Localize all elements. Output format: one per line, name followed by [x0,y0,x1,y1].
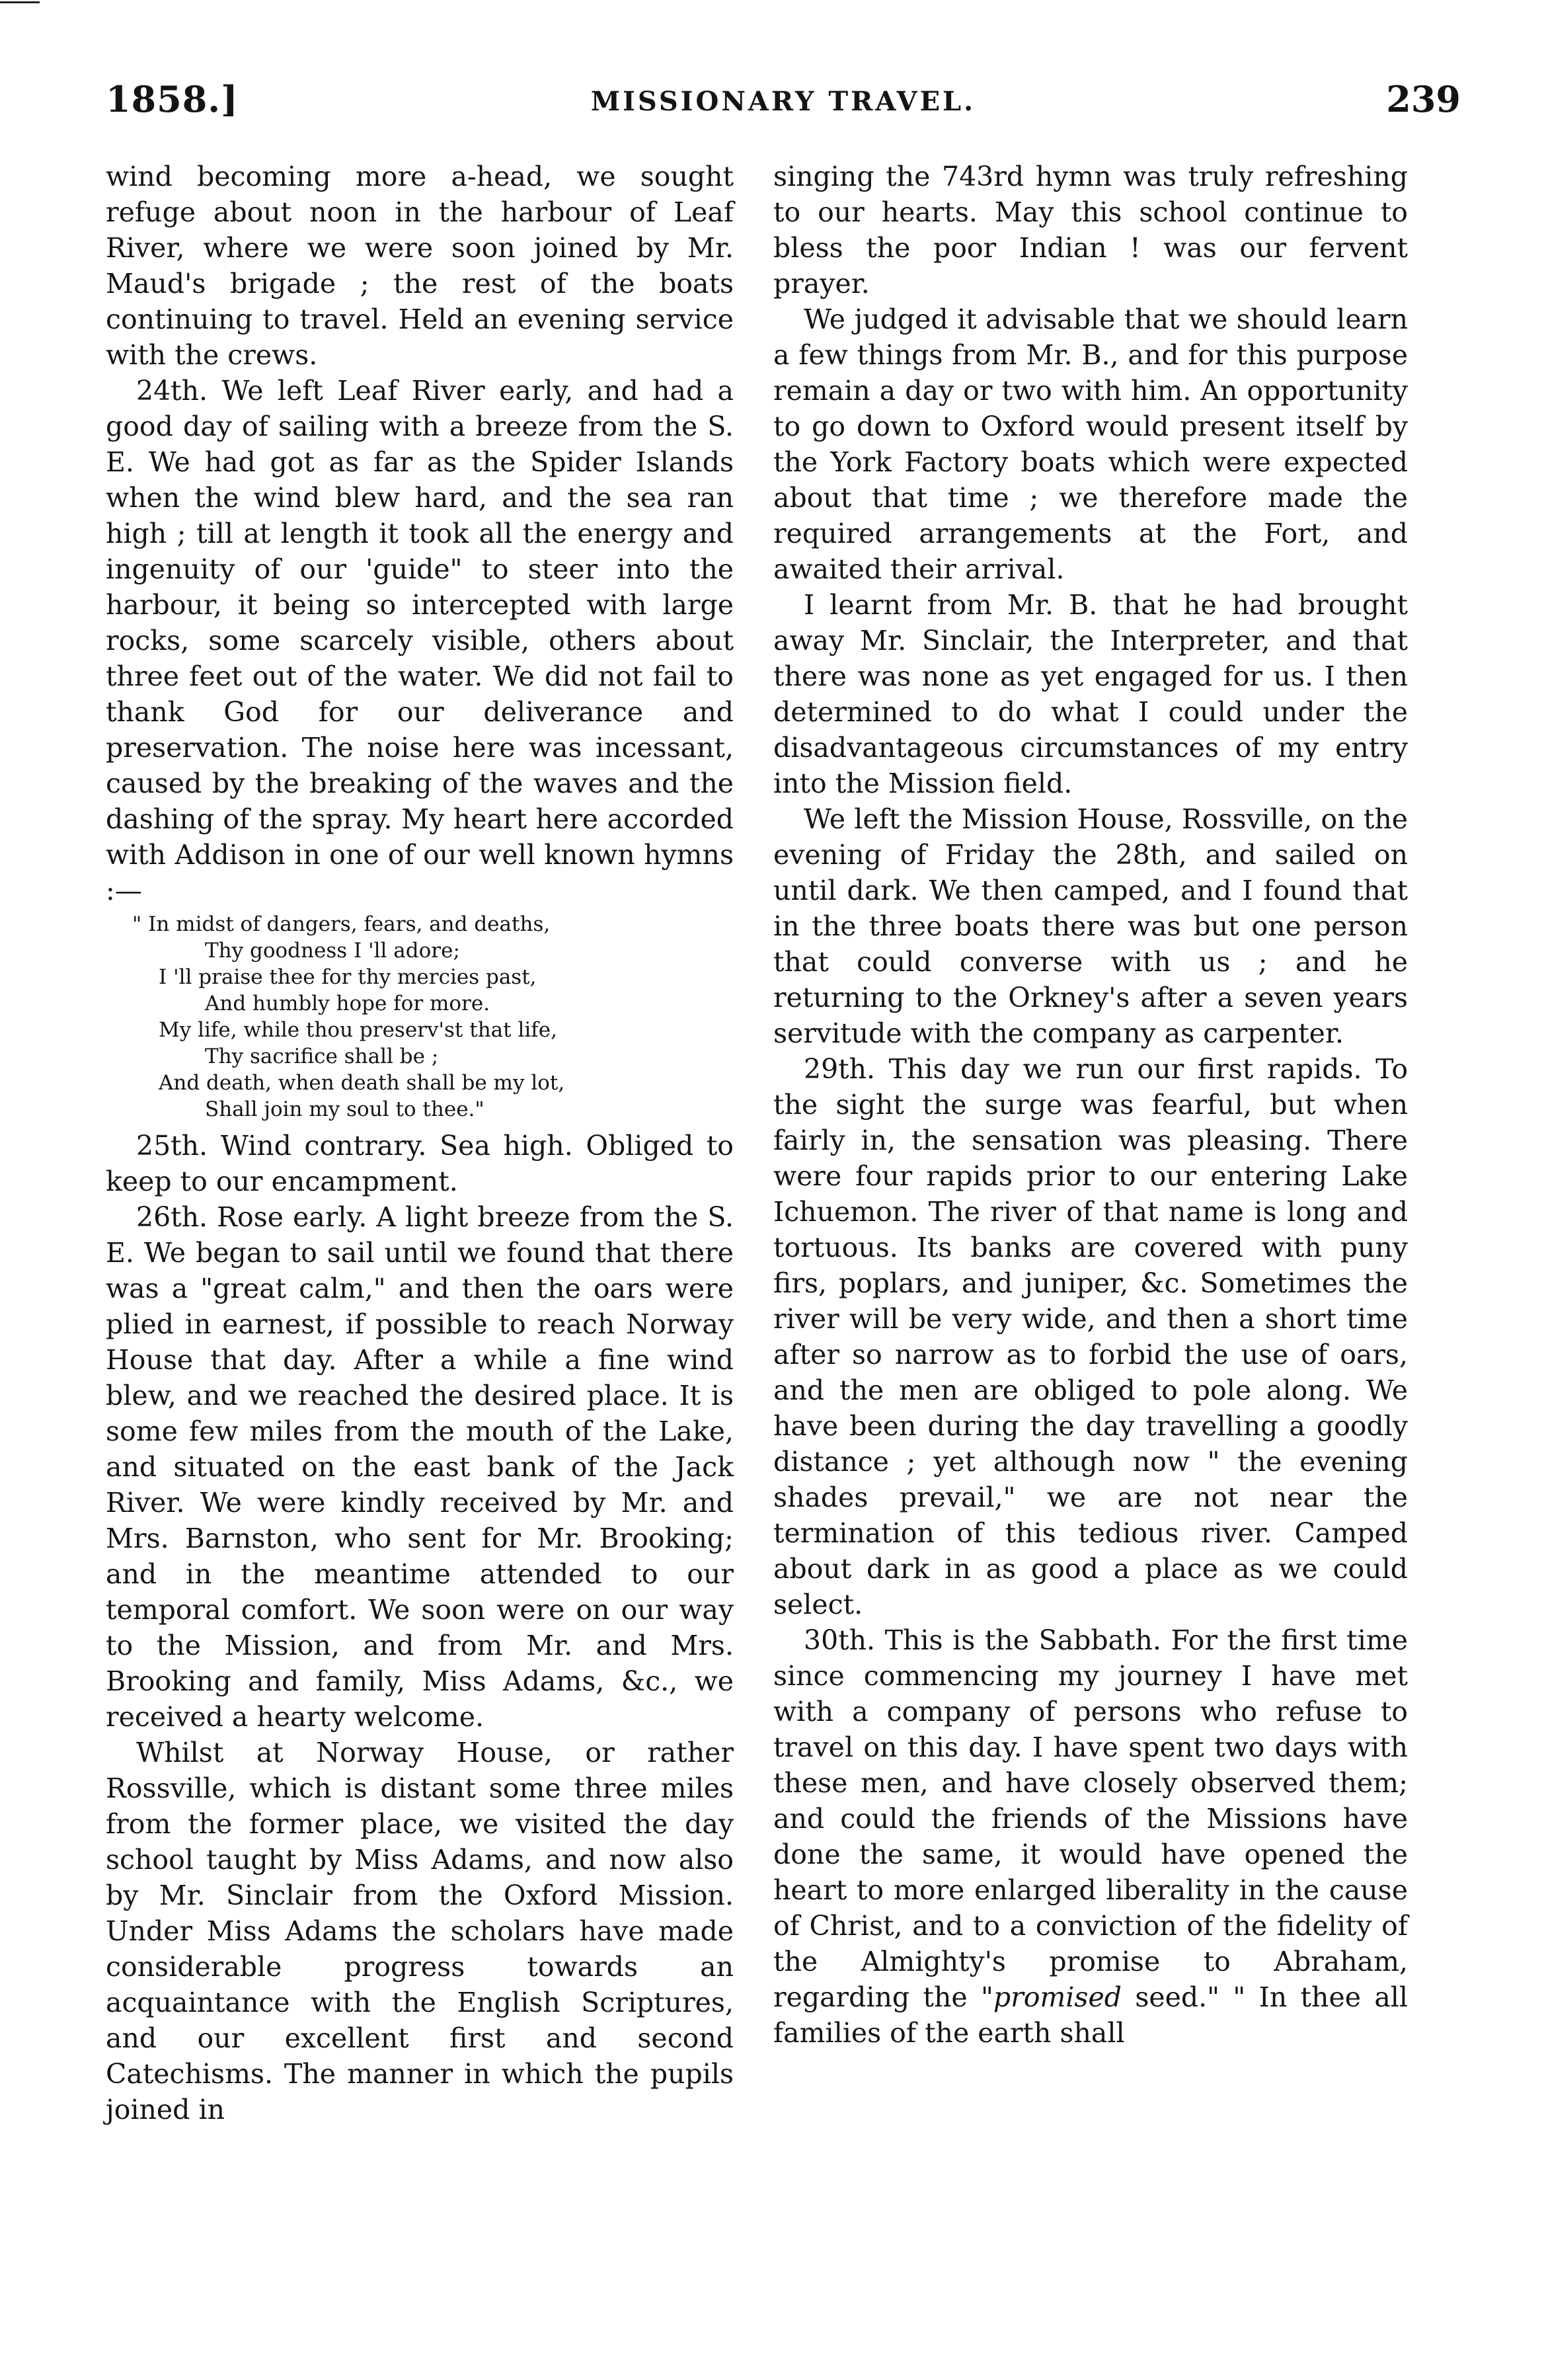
paragraph: Whilst at Norway House, or rather Rossville, which is distant some three miles from the former place, we visited the day school taught by Miss Adams, and now also by Mr. Sinclair from the Oxford Mission. Under Miss Adams the scholars have made considerable progress towards an acquaintance with the English Scriptures, and our excellent first and second Catechisms. The manner in which the pupils joined in [106,1737,734,2125]
paragraph: I learnt from Mr. B. that he had brought away Mr. Sinclair, the Interpreter, and that there was none as yet engaged for us. I then determined to do what I could under the disadvantageous circumstances of my entry into the Mission field. [773,589,1408,799]
poem-line: Shall join my soul to thee." [205,1097,484,1121]
paragraph [773,1622,1408,2051]
running-title: MISSIONARY TRAVEL. [590,86,976,117]
paragraph: 26th. Rose early. A light breeze from the S. E. We began to sail until we found that there was a "great calm," and then the oars were plied in earnest, if possible to reach Norway House that day. After a while a fine wind blew, and we reached the desired place. It is some few miles from the mouth of the Lake, and situated on the east bank of the Jack River. We were kindly received by Mr. and Mrs. Barnston, who sent for Mr. Brooking; and in the meantime attended to our temporal comfort. We soon were on our way to the Mission, and from Mr. and Mrs. Brooking and family, Miss Adams, &c., we received a hearty welcome. [106,1201,734,1733]
paragraph: 29th. This day we run our first rapids. To the sight the surge was fearful, but when fairly in, the sensation was pleasing. There were four rapids prior to our entering Lake Ichuemon. The river of that name is long and tortuous. Its banks are covered with puny firs, poplars, and juniper, &c. Sometimes the river will be very wide, and then a short time after so narrow as to forbid the use of oars, and the men are obliged to pole along. We have been during the day travelling a goodly distance ; yet although now " the evening shades prevail," we are not near the termination of this tedious river. Camped about dark in as good a place as we could select. [773,1053,1408,1620]
poem-line: And death, when death shall be my lot, [159,1071,565,1095]
paragraph: 24th. We left Leaf River early, and had a good day of sailing with a breeze from the S. E. We had got as far as the Spider Islands when the wind blew hard, and the sea ran high ; till at length it took all the energy and ingenuity of our 'guide" to steer into the harbour, it being so intercepted with large rocks, some scarcely visible, others about three feet out of the water. We did not fail to thank God for our deliverance and preservation. The noise here was incessant, caused by the breaking of the waves and the dashing of the spray. My heart here accorded with Addison in one of our well known hymns :— [106,375,734,906]
paragraph-text: 30th. This is the Sabbath. For the first time since commencing my journey I have met with a company of persons who refuse to travel on this day. I have spent two days with these men, and have closely observed them; and could the friends of the Missions have done the same, it would have opened the heart to more enlarged liberality in the cause of Christ, and to a conviction of the fidelity of the Almighty's promise to Abraham, regarding the " [773,1624,1408,2013]
poem-line: Thy sacrifice shall be ; [205,1045,439,1068]
paragraph: We left the Mission House, Rossville, on the evening of Friday the 28th, and sailed on until dark. We then camped, and I found that in the three boats there was but one person that could converse with us ; and he returning to the Orkney's after a seven years servitude with the company as carpenter. [773,803,1408,1049]
paragraph: We judged it advisable that we should learn a few things from Mr. B., and for this purpose remain a day or two with him. An opportunity to go down to Oxford would present itself by the York Factory boats which were expected about that time ; we therefore made the required arrangements at the Fort, and awaited their arrival. [773,303,1408,585]
paragraph-text: seed." " In thee all families of the earth shall [773,1981,1408,2049]
paragraph: wind becoming more a-head, we sought refuge about noon in the harbour of Leaf River, where we were soon joined by Mr. Maud's brigade ; the rest of the boats continuing to travel. Held an evening service with the crews. [106,161,734,371]
page-number: 239 [1386,78,1461,120]
poem-line: Thy goodness I 'll adore; [205,939,460,963]
italic-word: promised [993,1981,1122,2013]
right-column [773,159,1408,2051]
poem-line: My life, while thou preserv'st that life, [159,1018,557,1042]
page-header [106,78,1461,138]
poem-line: I 'll praise thee for thy mercies past, [159,965,537,989]
paragraph: singing the 743rd hymn was truly refreshing to our hearts. May this school continue to bless the poor Indian ! was our fervent prayer. [773,161,1408,299]
paragraph: 25th. Wind contrary. Sea high. Obliged to keep to our encampment. [106,1130,734,1197]
scan-edge-rule [0,1,40,3]
poem-line: " In midst of dangers, fears, and deaths, [132,912,551,936]
left-column [106,159,734,2127]
poem-line: And humbly hope for more. [205,992,490,1015]
header-year: 1858.] [106,78,239,120]
hymn-quotation [106,911,734,1123]
